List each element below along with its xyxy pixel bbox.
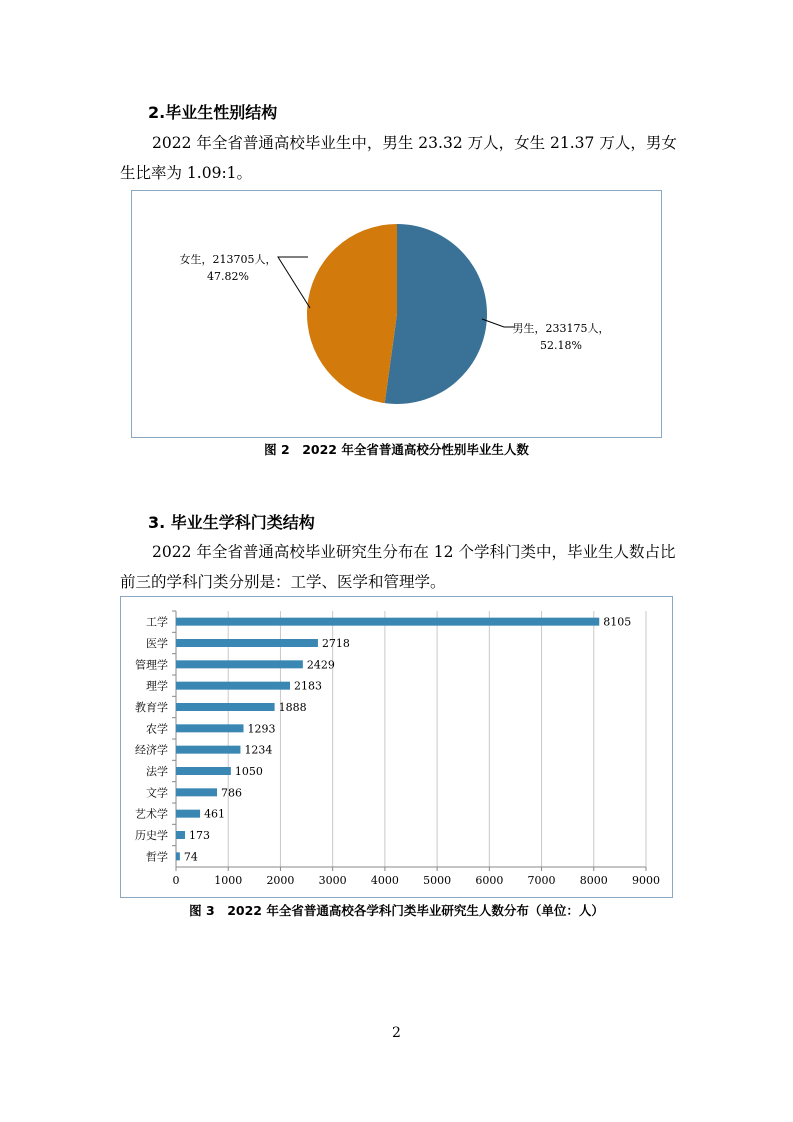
bar-5 — [176, 724, 244, 732]
x-tick-label-3000: 3000 — [318, 874, 347, 887]
bar-value-label-3: 2183 — [294, 679, 323, 693]
bar-0 — [176, 618, 599, 626]
bar-4 — [176, 703, 275, 711]
bar-value-label-5: 1293 — [247, 722, 276, 736]
x-tick-label-4000: 4000 — [370, 874, 399, 887]
bar-value-label-8: 786 — [221, 786, 243, 800]
bar-value-label-10: 173 — [189, 829, 211, 842]
bar-value-label-7: 1050 — [234, 765, 263, 778]
pie-label-male-line2: 52.18% — [540, 339, 582, 352]
pie-slice-male — [385, 224, 487, 404]
bar-value-label-0: 8105 — [603, 615, 632, 629]
pie-label-female-line1: 女生，213705人， — [179, 253, 277, 266]
section-2-heading: 2.毕业生性别结构 — [148, 103, 278, 122]
pie-leader-male — [482, 319, 514, 327]
bar-value-label-6: 1234 — [244, 743, 273, 757]
bar-2 — [176, 660, 303, 668]
category-label-5: 农学 — [146, 722, 168, 736]
discipline-bar-svg — [121, 597, 672, 897]
bar-value-label-9: 461 — [204, 807, 226, 821]
gender-pie-chart — [131, 190, 662, 438]
gender-pie-svg — [132, 191, 661, 437]
bar-value-label-2: 2429 — [306, 658, 335, 672]
bar-11 — [176, 852, 180, 860]
bar-value-label-1: 2718 — [321, 637, 350, 650]
x-tick-label-9000: 9000 — [632, 874, 660, 887]
section-2-paragraph: 2022 年全省普通高校毕业生中，男生 23.32 万人，女生 21.37 万人，男女生比率为 1.09:1。 — [120, 134, 677, 182]
x-tick-label-8000: 8000 — [579, 874, 608, 887]
bar-6 — [176, 746, 240, 754]
bar-8 — [176, 788, 217, 796]
x-tick-label-5000: 5000 — [423, 874, 452, 887]
category-label-8: 文学 — [146, 786, 168, 800]
category-label-3: 理学 — [146, 679, 168, 693]
category-label-11: 哲学 — [146, 850, 168, 864]
section-3-heading: 3. 毕业生学科门类结构 — [148, 513, 315, 532]
figure-2-caption: 图 2 2022 年全省普通高校分性别毕业生人数 — [264, 442, 529, 457]
bar-7 — [176, 767, 231, 775]
category-label-1: 医学 — [146, 637, 168, 650]
x-tick-label-1000: 1000 — [214, 874, 243, 887]
bar-10 — [176, 831, 185, 839]
category-label-4: 教育学 — [135, 701, 168, 714]
x-tick-label-6000: 6000 — [475, 874, 504, 887]
x-tick-label-0: 0 — [172, 874, 180, 887]
category-label-6: 经济学 — [135, 743, 168, 757]
bar-3 — [176, 682, 290, 690]
figure-3-caption: 图 3 2022 年全省普通高校各学科门类毕业研究生人数分布（单位：人） — [189, 903, 604, 918]
bar-9 — [176, 810, 200, 818]
bar-value-label-4: 1888 — [278, 701, 307, 714]
section-3-paragraph: 2022 年全省普通高校毕业研究生分布在 12 个学科门类中，毕业生人数占比前三的学科门类分别是：工学、医学和管理学。 — [120, 543, 676, 591]
discipline-bar-chart — [120, 596, 673, 898]
x-tick-label-7000: 7000 — [527, 874, 556, 887]
bar-value-label-11: 74 — [183, 850, 198, 864]
category-label-2: 管理学 — [135, 658, 168, 672]
category-label-9: 艺术学 — [135, 807, 168, 821]
pie-label-male-line1: 男生，233175人， — [512, 322, 610, 335]
bar-1 — [176, 639, 318, 647]
category-label-7: 法学 — [146, 765, 168, 778]
x-tick-label-2000: 2000 — [266, 874, 295, 887]
pie-label-female-line2: 47.82% — [207, 270, 249, 283]
page-number: 2 — [392, 1025, 401, 1041]
pie-slice-female — [307, 224, 397, 403]
category-label-10: 历史学 — [135, 829, 168, 842]
pie-leader-female — [278, 257, 310, 308]
category-label-0: 工学 — [146, 615, 168, 629]
